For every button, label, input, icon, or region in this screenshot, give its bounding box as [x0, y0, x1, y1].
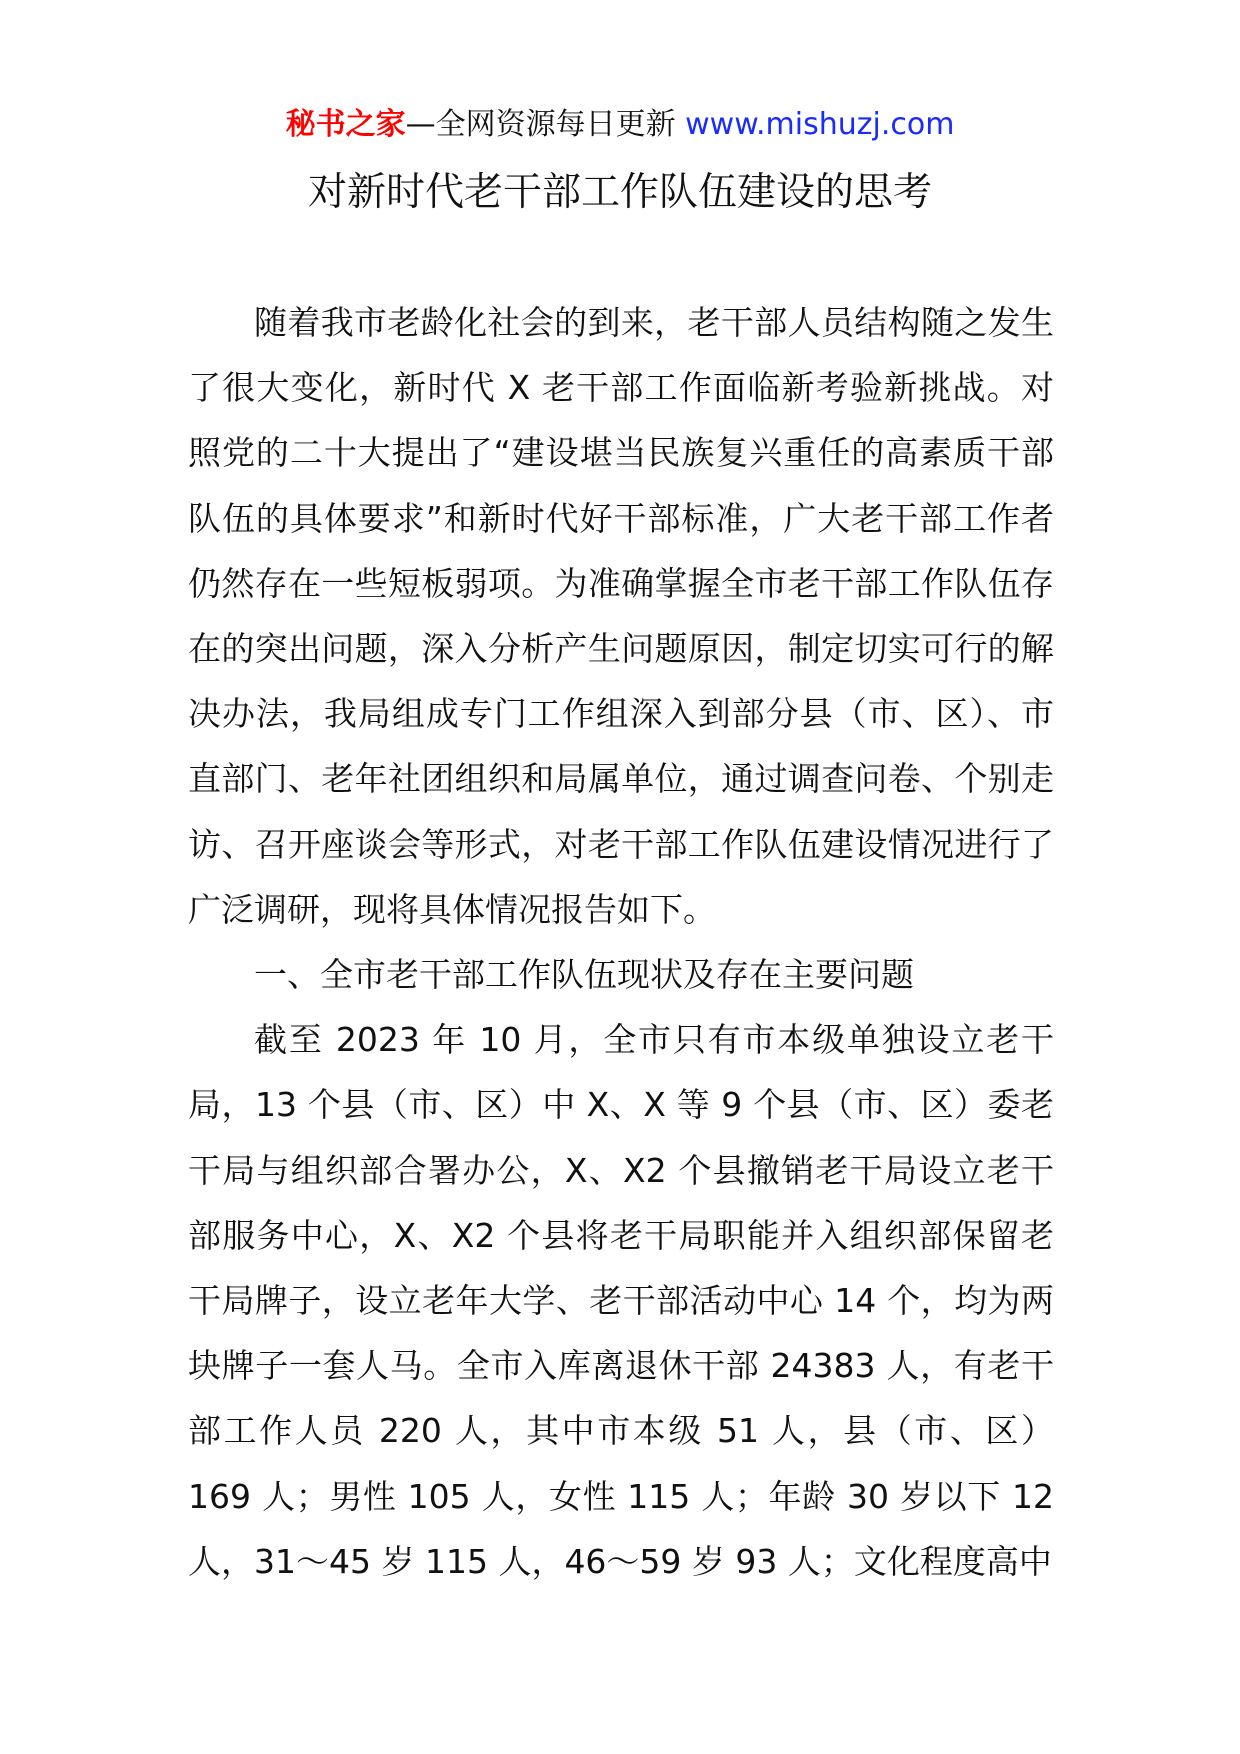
section-heading: 一、全市老干部工作队伍现状及存在主要问题 [254, 955, 914, 995]
document-body [188, 290, 1054, 1594]
intro-paragraph: 随着我市老龄化社会的到来，老干部人员结构随之发生了很大变化，新时代 X 老干部工作面临新考验新挑战。对照党的二十大提出了“建设堪当民族复兴重任的高素质干部队伍的具体要求”和新时代好干部标准，广大老干部工作者仍然存在一些短板弱项。为准确掌握全市老干部工作队伍存在的突出问题，深入分析产生问题原因，制定切实可行的解决办法，我局组成专门工作组深入到部分县（市、区）、市直部门、老年社团组织和局属单位，通过调查问卷、个别走访、召开座谈会等形式，对老干部工作队伍建设情况进行了广泛调研，现将具体情况报告如下。 [188, 303, 1054, 929]
status-paragraph: 截至 2023 年 10 月，全市只有市本级单独设立老干局，13 个县（市、区）中 X、X 等 9 个县（市、区）委老干局与组织部合署办公，X、X2 个县撤销老干局设立老干部服务中心，X、X2 个县将老干局职能并入组织部保留老干局牌子，设立老年大学、老干部活动中心 14 个，均为两块牌子一套人马。全市入库离退休干部 24383 人，有老干部工作人员 220 人，其中市本级 51 人，县（市、区）169 人；男性 105 人，女性 115 人；年龄 30 岁以下 12 人，31～45 岁 115 人，46～59 岁 93 人；文化程度高中 [188, 1020, 1054, 1581]
document-title: 对新时代老干部工作队伍建设的思考 [307, 170, 932, 215]
site-url-link[interactable]: www.mishuzj.com [685, 107, 955, 142]
brand-name: 秘书之家 [285, 107, 406, 142]
header-tagline: —全网资源每日更新 [405, 107, 686, 142]
site-header [0, 100, 1240, 150]
